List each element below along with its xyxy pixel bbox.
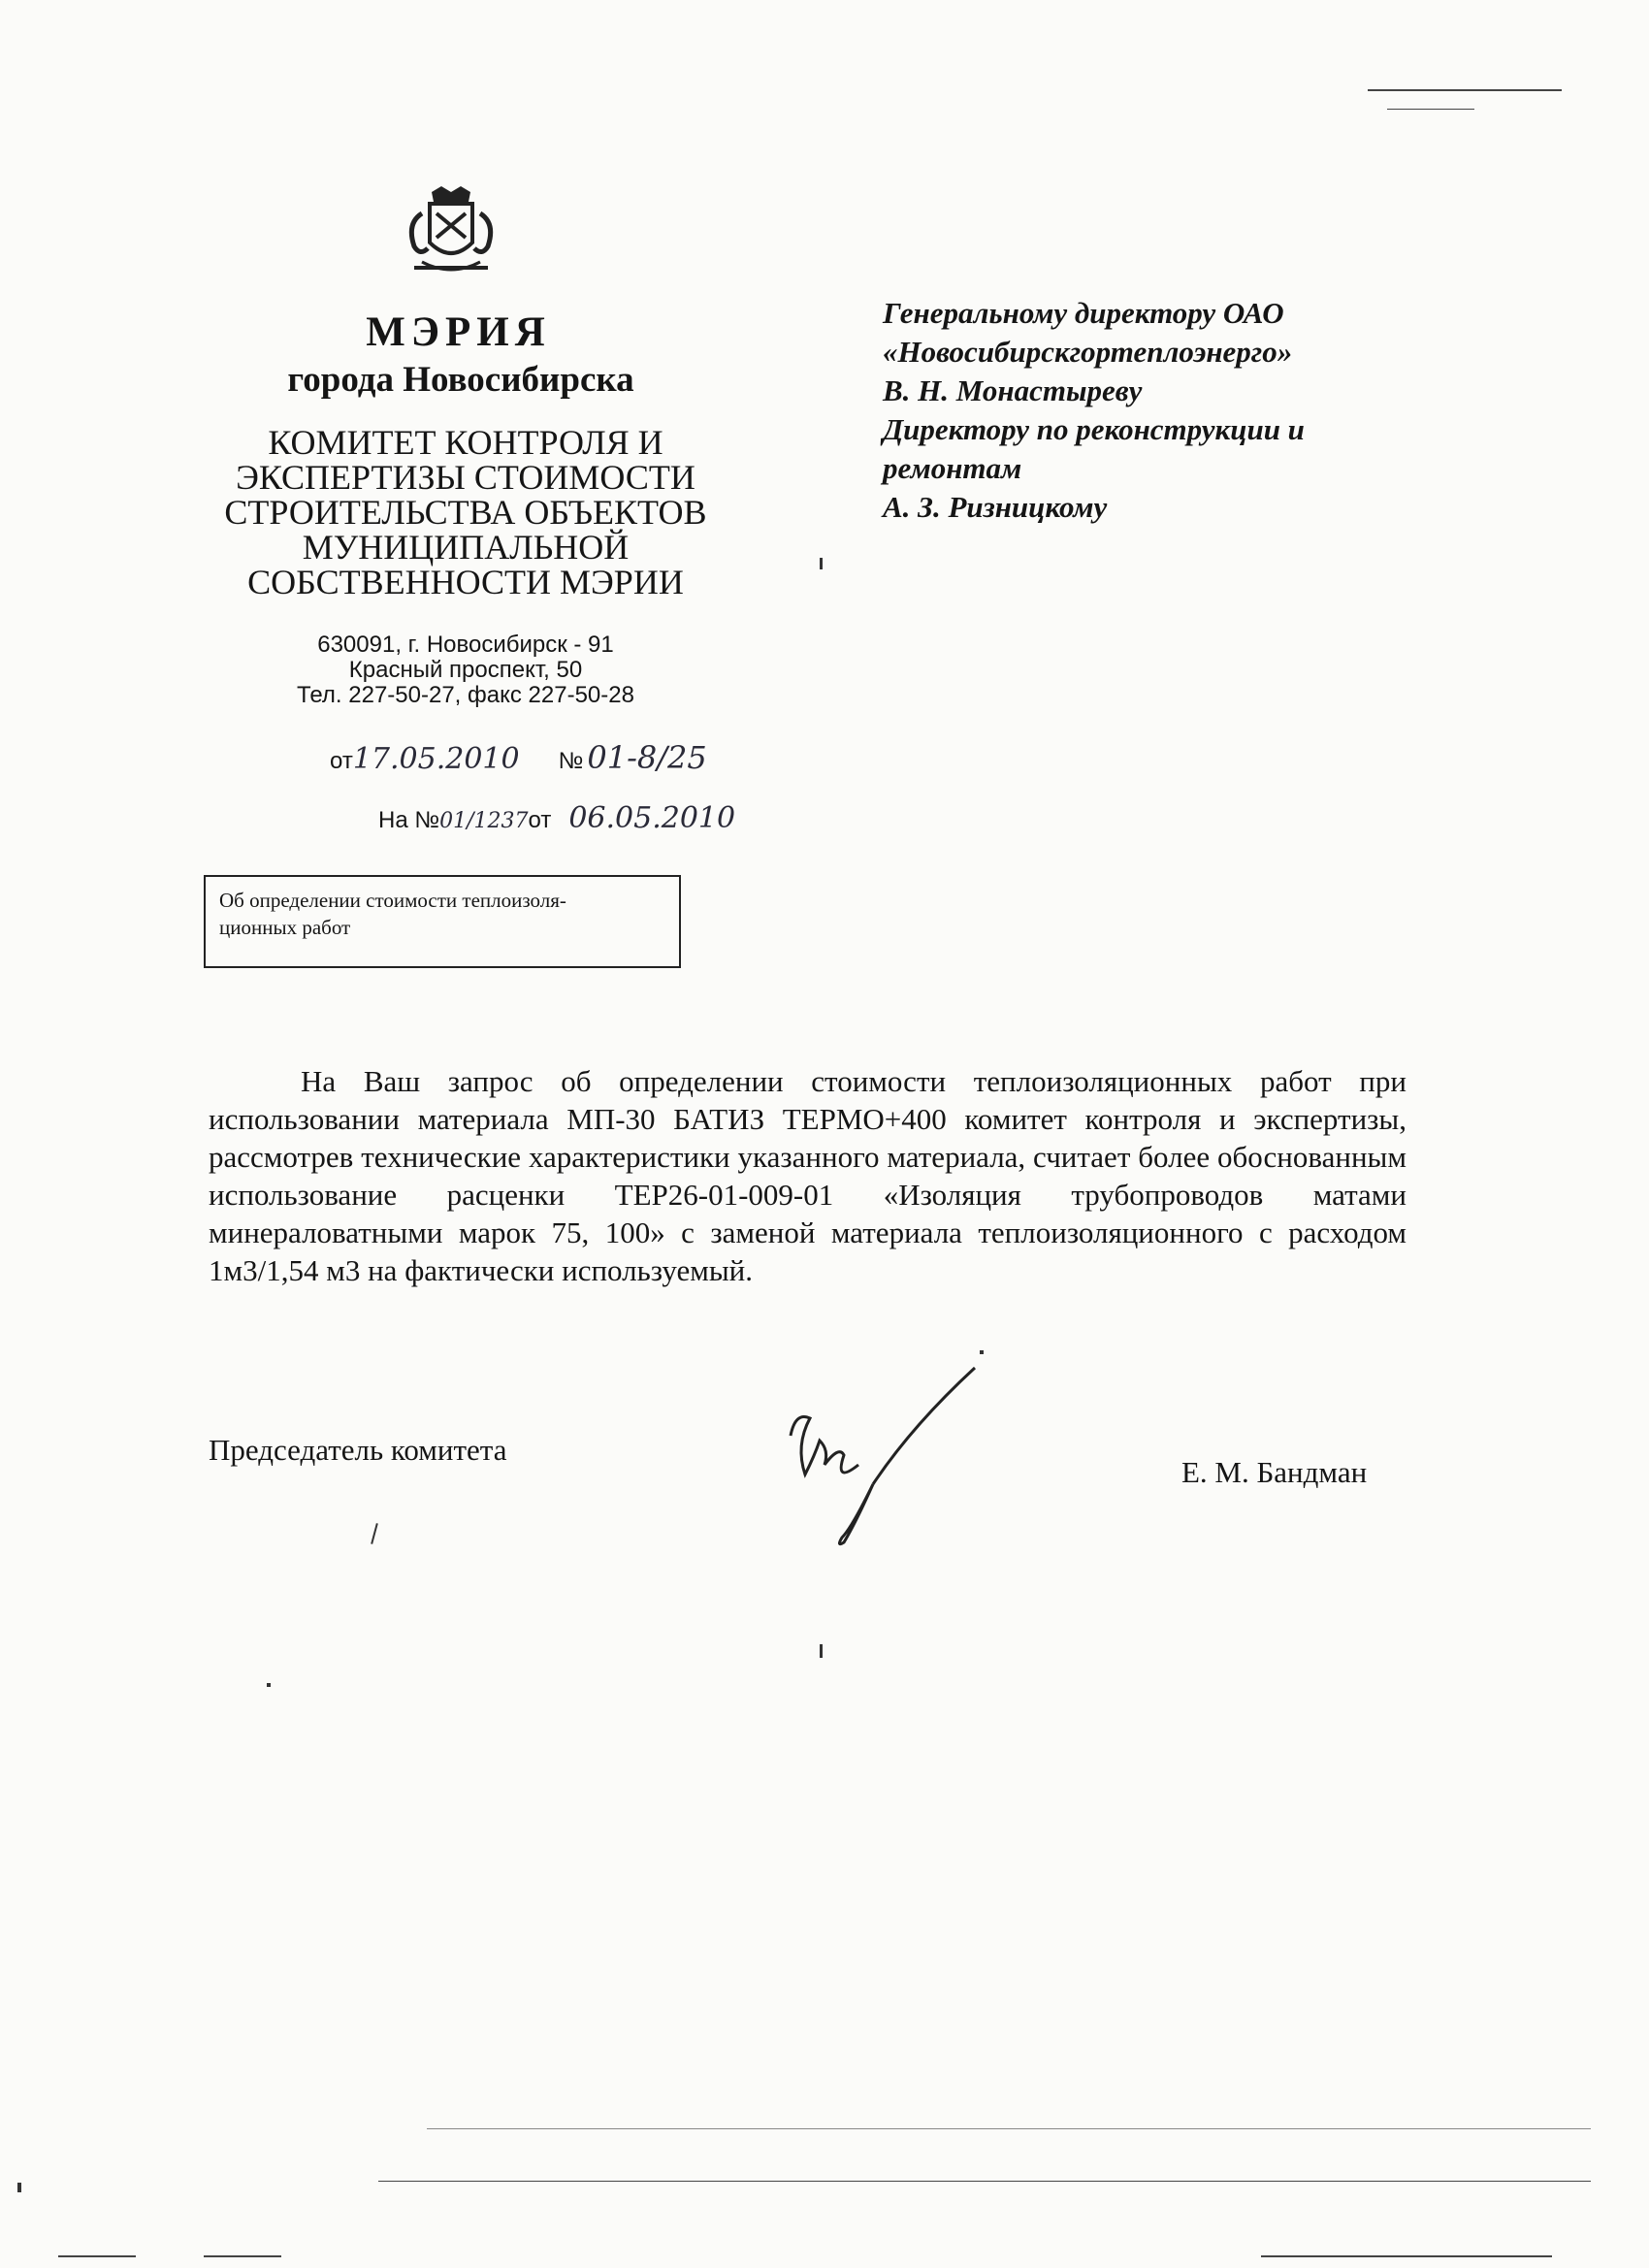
- scan-artifact: [1261, 2255, 1552, 2257]
- reply-from-label: от: [528, 807, 552, 833]
- subject-line: Об определении стоимости теплоизоля-: [219, 889, 566, 912]
- addressee-line: Генеральному директору ОАО: [883, 296, 1284, 330]
- incoming-reference: [378, 801, 735, 835]
- reply-label: На №: [378, 807, 440, 833]
- committee-line: КОМИТЕТ КОНТРОЛЯ И: [268, 423, 663, 462]
- scan-artifact: [1368, 89, 1562, 91]
- address-line: 630091, г. Новосибирск - 91: [317, 632, 614, 658]
- reply-date: 06.05.2010: [568, 801, 736, 835]
- scan-artifact: [17, 2183, 21, 2192]
- letterhead-title: МЭРИЯ: [366, 309, 551, 355]
- number-label: №: [558, 748, 584, 774]
- scan-artifact: [204, 2255, 281, 2257]
- addressee-line: А. З. Ризницкому: [883, 490, 1108, 524]
- scan-artifact: [1387, 109, 1474, 110]
- committee-line: МУНИЦИПАЛЬНОЙ: [302, 528, 630, 567]
- addressee-line: В. Н. Монастыреву: [883, 373, 1143, 407]
- signatory-position: Председатель комитета: [209, 1433, 507, 1467]
- reply-number: 01/1237: [439, 809, 529, 833]
- outgoing-reference: [330, 739, 707, 776]
- addressee-block: [883, 294, 1426, 527]
- addressee-line: Директору по реконструкции и: [883, 412, 1305, 446]
- letter-number: 01-8/25: [587, 739, 707, 776]
- scan-artifact: [820, 558, 823, 569]
- address-line: Красный проспект, 50: [348, 657, 583, 683]
- scan-artifact: [427, 2128, 1591, 2129]
- subject-box: [204, 875, 681, 968]
- signatory-name: Е. М. Бандман: [1181, 1455, 1368, 1489]
- address-line: Тел. 227-50-27, факс 227-50-28: [297, 682, 634, 708]
- addressee-line: ремонтам: [883, 451, 1022, 485]
- from-label: от: [330, 748, 353, 774]
- scan-artifact: [371, 1523, 378, 1544]
- scan-artifact: [267, 1683, 271, 1687]
- committee-line: СОБСТВЕННОСТИ МЭРИИ: [247, 563, 684, 601]
- scan-artifact: [378, 2181, 1591, 2182]
- committee-line: ЭКСПЕРТИЗЫ СТОИМОСТИ: [236, 458, 695, 497]
- committee-line: СТРОИТЕЛЬСТВА ОБЪЕКТОВ: [224, 493, 707, 532]
- addressee-line: «Новосибирскгортеплоэнерго»: [883, 335, 1293, 369]
- letter-body: На Ваш запрос об определении стоимости теплоизоляционных работ при использовании материала МП-30 БАТИЗ ТЕРМО+400 комитет контроля и экспертизы, рассмотрев технические характеристики указанного материала, считает более обоснованным использование расценки ТЕР26-01-009-01 «Изоляция трубопроводов матами минераловатными марок 75, 100» с заменой материала теплоизоляционного с расходом 1м3/1,54 м3 на фактически используемый.: [209, 1064, 1406, 1287]
- letter-date: 17.05.2010: [352, 742, 520, 776]
- coat-of-arms-icon: [393, 184, 509, 281]
- committee-name: [194, 425, 737, 599]
- scan-artifact: [820, 1644, 823, 1658]
- committee-address: [223, 632, 708, 708]
- handwritten-signature: [766, 1358, 999, 1552]
- subject-line: ционных работ: [219, 916, 351, 939]
- scan-artifact: [980, 1350, 984, 1354]
- scan-artifact: [58, 2255, 136, 2257]
- letterhead-city: города Новосибирска: [287, 360, 634, 400]
